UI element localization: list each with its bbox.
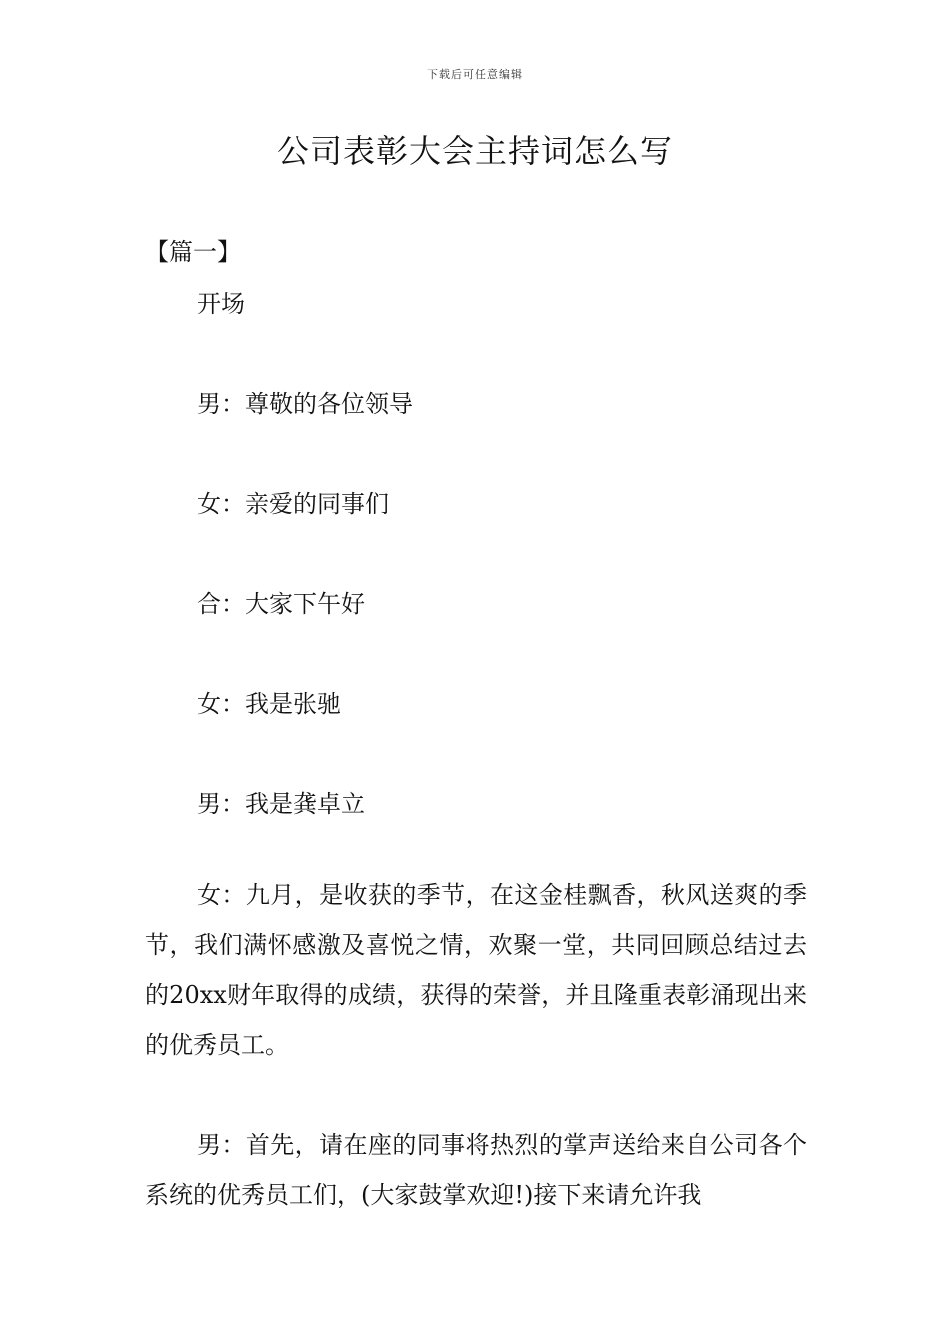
paragraph: 男：首先，请在座的同事将热烈的掌声送给来自公司各个系统的优秀员工们，(大家鼓掌欢迎!)接下来请允许我 xyxy=(145,1131,807,1209)
script-line: 女：我是张驰 xyxy=(197,690,341,718)
script-line: 男：尊敬的各位领导 xyxy=(197,390,413,418)
script-line: 开场 xyxy=(197,290,245,318)
paragraph: 女：九月，是收获的季节，在这金桂飘香，秋风送爽的季节，我们满怀感激及喜悦之情，欢聚一堂，共同回顾总结过去的20xx财年取得的成绩，获得的荣誉，并且隆重表彰涌现出来的优秀员工。 xyxy=(145,881,807,1059)
header-note: 下载后可任意编辑 xyxy=(427,68,523,81)
script-line: 女：亲爱的同事们 xyxy=(197,490,389,518)
script-line: 男：我是龚卓立 xyxy=(197,790,365,818)
document-title: 公司表彰大会主持词怎么写 xyxy=(276,132,673,170)
script-line: 合：大家下午好 xyxy=(197,590,365,618)
section-label: 【篇一】 xyxy=(145,238,241,266)
